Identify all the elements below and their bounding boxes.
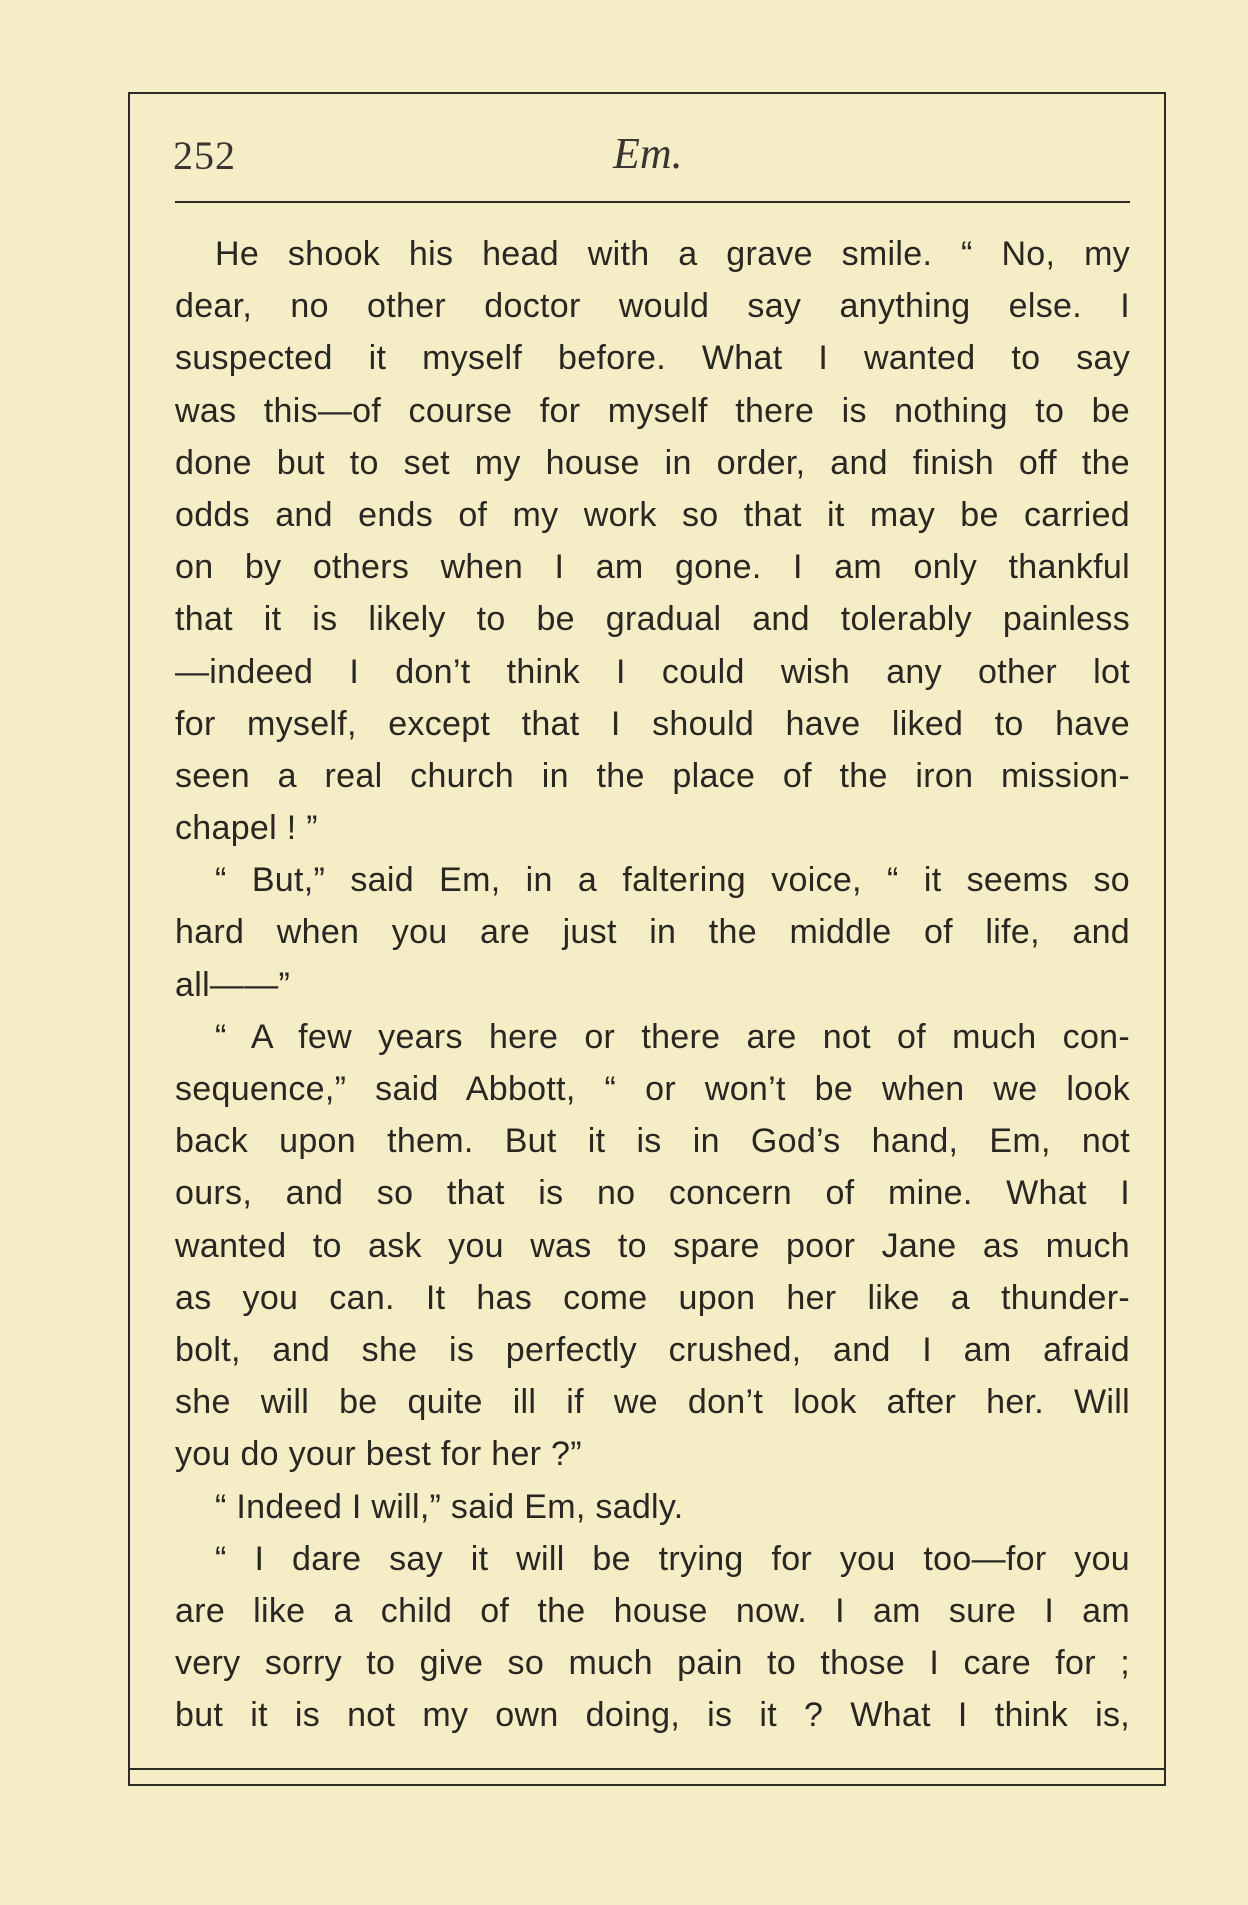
body-text <box>175 228 1130 1741</box>
frame-bottom-border <box>128 1768 1166 1770</box>
text-line: odds and ends of my work so that it may be carried <box>175 495 1130 534</box>
text-line: dear, no other doctor would say anything else. I <box>175 287 1130 326</box>
text-line: she will be quite ill if we don’t look after her. Will <box>175 1383 1130 1422</box>
text-line: for myself, except that I should have liked to have <box>175 704 1130 743</box>
text-line: are like a child of the house now. I am sure I am <box>175 1591 1130 1630</box>
text-line: seen a real church in the place of the iron mission- <box>175 756 1130 795</box>
text-line: was this—of course for myself there is nothing to be <box>175 391 1130 430</box>
text-line: all——” <box>175 965 291 1004</box>
text-line: you do your best for her ?” <box>175 1435 582 1474</box>
text-line: done but to set my house in order, and finish off the <box>175 443 1130 482</box>
text-line: but it is not my own doing, is it ? What I think is, <box>175 1696 1130 1735</box>
frame-bottom-outer-border <box>128 1784 1166 1786</box>
running-head: Em. <box>613 129 683 178</box>
text-line: —indeed I don’t think I could wish any other lot <box>175 652 1130 691</box>
text-line: very sorry to give so much pain to those I care for ; <box>175 1644 1130 1683</box>
text-line: “ A few years here or there are not of much con- <box>215 1017 1130 1056</box>
text-line: ours, and so that is no concern of mine. What I <box>175 1174 1130 1213</box>
text-line: hard when you are just in the middle of life, and <box>175 913 1130 952</box>
text-line: “ Indeed I will,” said Em, sadly. <box>215 1487 684 1526</box>
text-line: “ I dare say it will be trying for you too—for you <box>215 1539 1130 1578</box>
text-line: back upon them. But it is in God’s hand, Em, not <box>175 1122 1130 1161</box>
text-line: that it is likely to be gradual and tolerably painless <box>175 600 1130 639</box>
text-line: wanted to ask you was to spare poor Jane as much <box>175 1226 1130 1265</box>
text-line: bolt, and she is perfectly crushed, and I am afraid <box>175 1330 1130 1369</box>
page-number: 252 <box>173 133 236 178</box>
text-line: “ But,” said Em, in a faltering voice, “ it seems so <box>215 861 1130 900</box>
text-line: suspected it myself before. What I wanted to say <box>175 339 1130 378</box>
text-line: sequence,” said Abbott, “ or won’t be when we look <box>175 1070 1130 1108</box>
page-header <box>173 120 1131 180</box>
header-rule <box>175 201 1130 203</box>
text-line: He shook his head with a grave smile. “ No, my <box>215 235 1130 273</box>
text-line: as you can. It has come upon her like a thunder- <box>175 1278 1130 1317</box>
text-line: chapel ! ” <box>175 809 318 848</box>
text-line: on by others when I am gone. I am only thankful <box>175 548 1130 587</box>
